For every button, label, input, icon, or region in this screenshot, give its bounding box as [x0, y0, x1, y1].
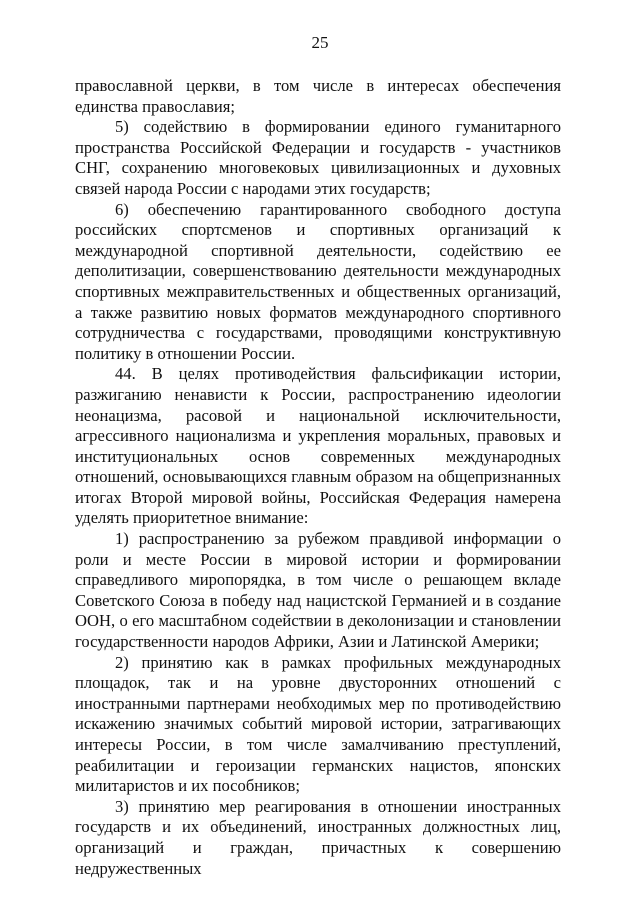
paragraph-item-6: 6) обеспечению гарантированного свободного доступа российских спортсменов и спортивных организаций к международной спортивной деятельности, содействию ее деполитизации, совершенствованию деятельности международных спортивных межправительственных и общественных организаций, а также развитию новых форматов международного спортивного сотрудничества с государствами, проводящими конструктивную политику в отношении России. — [75, 199, 561, 363]
document-body — [75, 76, 561, 879]
paragraph-item-5: 5) содействию в формировании единого гуманитарного пространства Российской Федерации и государств - участников СНГ, сохранению многовековых цивилизационных и духовных связей народа России с народами этих государств; — [75, 117, 561, 198]
paragraph-item-2: 2) принятию как в рамках профильных международных площадок, так и на уровне двусторонних отношений с иностранными партнерами необходимых мер по противодействию искажению значимых событий мировой истории, затрагивающих интересы России, в том числе замалчиванию преступлений, реабилитации и героизации германских нацистов, японских милитаристов и их пособников; — [75, 652, 561, 796]
page-number: 25 — [311, 33, 329, 52]
paragraph-item-1: 1) распространению за рубежом правдивой информации о роли и месте России в мировой истории и формировании справедливого миропорядка, в том числе о решающем вкладе Советского Союза в победу над нацистской Германией и в создание ООН, о его масштабном содействии в деколонизации и становлении государственности народов Африки, Азии и Латинской Америки; — [75, 529, 561, 652]
paragraph-continuation: православной церкви, в том числе в интересах обеспечения единства православия; — [75, 76, 561, 116]
paragraph-section-44: 44. В целях противодействия фальсификации истории, разжиганию ненависти к России, распространению идеологии неонацизма, расовой и национальной исключительности, агрессивного национализма и укрепления моральных, правовых и институциональных основ современных международных отношений, основывающихся главным образом на общепризнанных итогах Второй мировой войны, Российская Федерация намерена уделять приоритетное внимание: — [75, 364, 561, 528]
paragraph-item-3: 3) принятию мер реагирования в отношении иностранных государств и их объединений, иностранных должностных лиц, организаций и граждан, причастных к совершению недружественных — [75, 796, 561, 878]
